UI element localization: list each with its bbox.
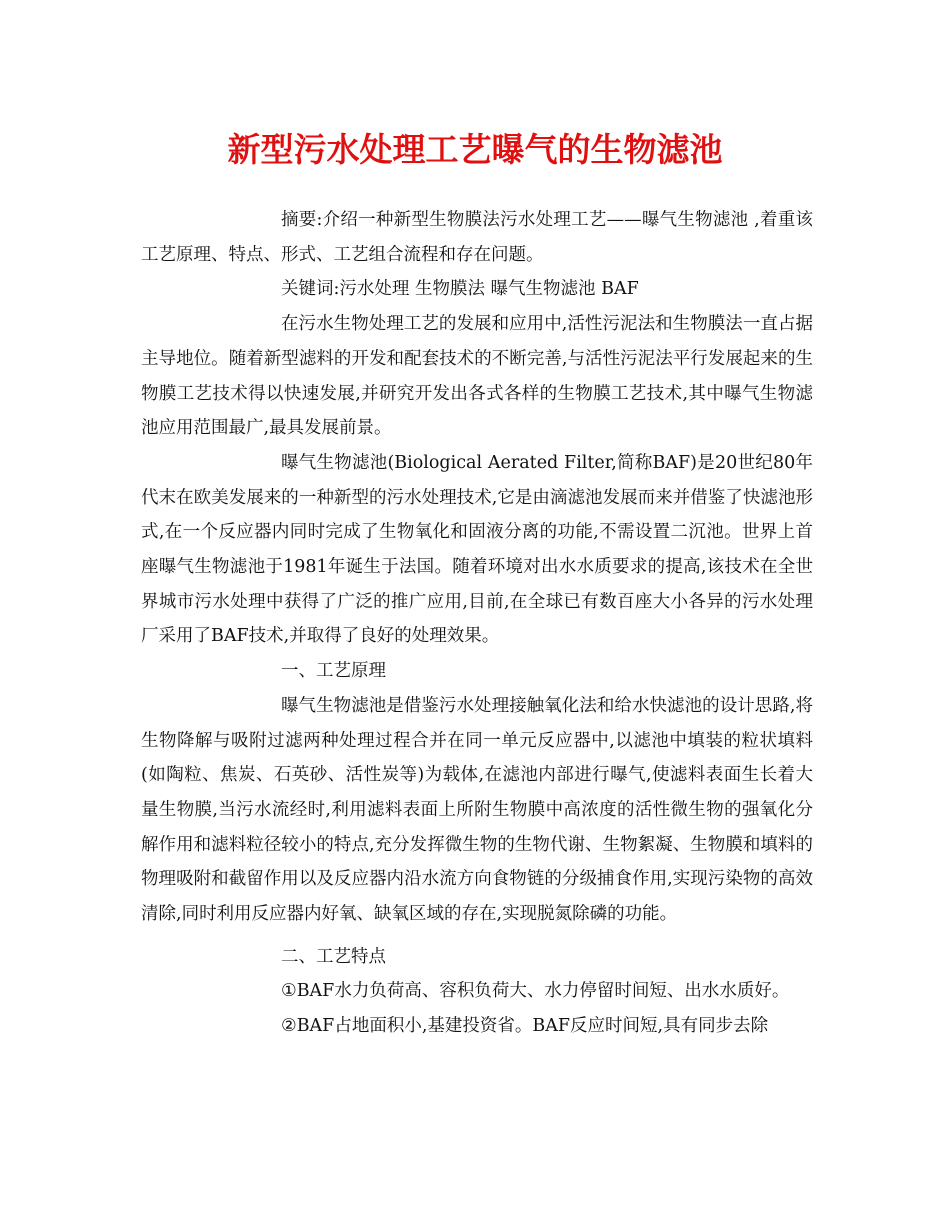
section-spacer	[141, 932, 813, 940]
document-title: 新型污水处理工艺曝气的生物滤池	[227, 130, 723, 169]
abstract-paragraph: 摘要:介绍一种新型生物膜法污水处理工艺——曝气生物滤池 ,着重该工艺原理、特点、形式、工艺组合流程和存在问题。	[141, 210, 813, 265]
feature-item-1: ①BAF水力负荷高、容积负荷大、水力停留时间短、出水水质好。	[281, 981, 790, 1002]
feature-item-2: ②BAF占地面积小,基建投资省。BAF反应时间短,具有同步去除	[281, 1016, 769, 1037]
principle-paragraph: 曝气生物滤池是借鉴污水处理接触氧化法和给水快滤池的设计思路,将生物降解与吸附过滤两种处理过程合并在同一单元反应器中,以滤池中填装的粒状填料(如陶粒、焦炭、石英砂、活性炭等)为载体,在滤池内部进行曝气,使滤料表面生长着大量生物膜,当污水流经时,利用滤料表面上所附生物膜中高浓度的活性微生物的强氧化分解作用和滤料粒径较小的特点,充分发挥微生物的生物代谢、生物絮凝、生物膜和填料的物理吸附和截留作用以及反应器内沿水流方向食物链的分级捕食作用,实现污染物的高效清除,同时利用反应器内好氧、缺氧区域的存在,实现脱氮除磷的功能。	[141, 695, 813, 925]
keywords-line: 关键词:污水处理 生物膜法 曝气生物滤池 BAF	[281, 279, 639, 300]
intro-paragraph-1: 在污水生物处理工艺的发展和应用中,活性污泥法和生物膜法一直占据主导地位。随着新型滤料的开发和配套技术的不断完善,与活性污泥法平行发展起来的生物膜工艺技术得以快速发展,并研究开发出各式各样的生物膜工艺技术,其中曝气生物滤池应用范围最广,最具发展前景。	[141, 314, 813, 439]
intro-paragraph-2: 曝气生物滤池(Biological Aerated Filter,简称BAF)是20世纪80年代末在欧美发展来的一种新型的污水处理技术,它是由滴滤池发展而来并借鉴了快滤池形式,在一个反应器内同时完成了生物氧化和固液分离的功能,不需设置二沉池。世界上首座曝气生物滤池于1981年诞生于法国。随着环境对出水水质要求的提高,该技术在全世界城市污水处理中获得了广泛的推广应用,目前,在全球已有数百座大小各异的污水处理厂采用了BAF技术,并取得了良好的处理效果。	[141, 452, 813, 647]
document-body	[141, 203, 813, 1044]
section-heading-principle: 一、工艺原理	[281, 661, 386, 682]
section-heading-features: 二、工艺特点	[281, 946, 386, 967]
